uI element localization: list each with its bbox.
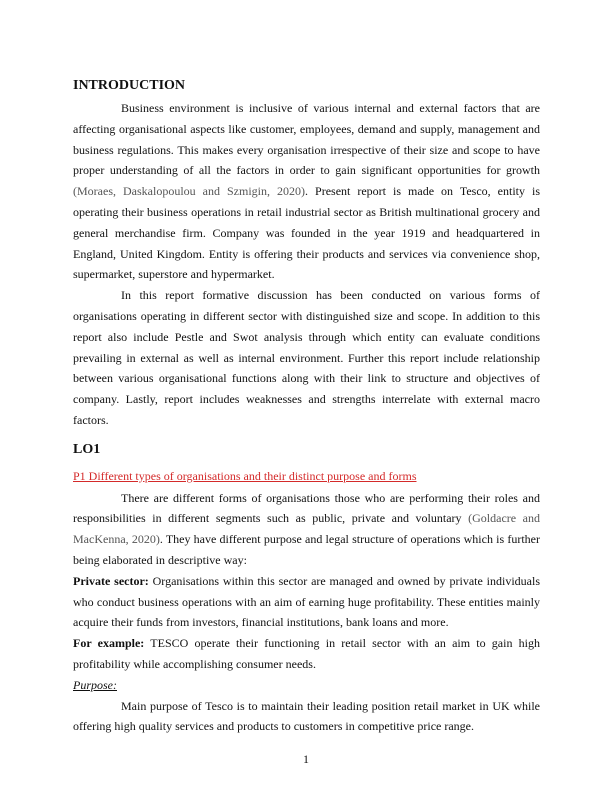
p1-section-link[interactable]: P1 Different types of organisations and their distinct purpose and forms bbox=[73, 468, 417, 483]
private-sector-paragraph bbox=[73, 571, 540, 633]
page-number: 1 bbox=[303, 752, 309, 767]
text: Organisations within this sector are managed and owned by private individuals who conduct business operations with an aim of earning huge profitability. These entities mainly acquire their funds from investors, financial institutions, bank loans and more. bbox=[73, 573, 541, 630]
purpose-label: Purpose: bbox=[73, 677, 117, 692]
lo1-paragraph-1 bbox=[73, 488, 540, 571]
text: There are different forms of organisations those who are performing their roles and responsibilities in different segments such as public, private and voluntary bbox=[73, 490, 540, 526]
introduction-heading: INTRODUCTION bbox=[73, 78, 186, 93]
citation: (Moraes, Daskalopoulou and Szmigin, 2020) bbox=[73, 184, 306, 199]
purpose-paragraph: Main purpose of Tesco is to maintain their leading position retail market in UK while offering high quality services and products to customers in competitive price range. bbox=[73, 698, 540, 734]
text: . Present report is made on Tesco, entity is operating their business operations in retail industrial sector as British multinational grocery and general merchandise firm. Company was founded in the year 1919 and headquartered in England, United Kingdom. Entity is offering their products and services via convenience shop, supermarket, superstore and hypermarket. bbox=[73, 184, 540, 282]
text: Business environment is inclusive of various internal and external factors that are affecting organisational aspects like customer, employees, demand and supply, management and business regulations. This makes every organisation irrespective of their size and scope to have proper understanding of all the factors in order to gain significant opportunities for growth bbox=[73, 101, 540, 178]
intro-paragraph-1 bbox=[73, 98, 540, 285]
example-label: For example: bbox=[73, 636, 145, 651]
intro-paragraph-2: In this report formative discussion has been conducted on various forms of organisations operating in different sector with distinguished size and scope. In addition to this report also include Pestle and Swot analysis through which entity can evaluate conditions prevailing in external as well as internal environment. Further this report include relationship between various organisational functions along with their link to structure and objectives of company. Lastly, report includes weaknesses and strengths interrelate with external macro factors. bbox=[73, 288, 540, 427]
purpose-label-line bbox=[73, 675, 540, 696]
text: . They have different purpose and legal structure of operations which is further being elaborated in descriptive way: bbox=[73, 532, 541, 567]
text: TESCO operate their functioning in retail sector with an aim to gain high profitability while accomplishing consumer needs. bbox=[73, 636, 541, 671]
example-paragraph bbox=[73, 633, 540, 675]
lo1-heading: LO1 bbox=[73, 441, 101, 457]
citation: (Goldacre and MacKenna, 2020) bbox=[73, 511, 540, 547]
page-content bbox=[73, 76, 540, 737]
private-sector-label: Private sector: bbox=[73, 573, 149, 588]
